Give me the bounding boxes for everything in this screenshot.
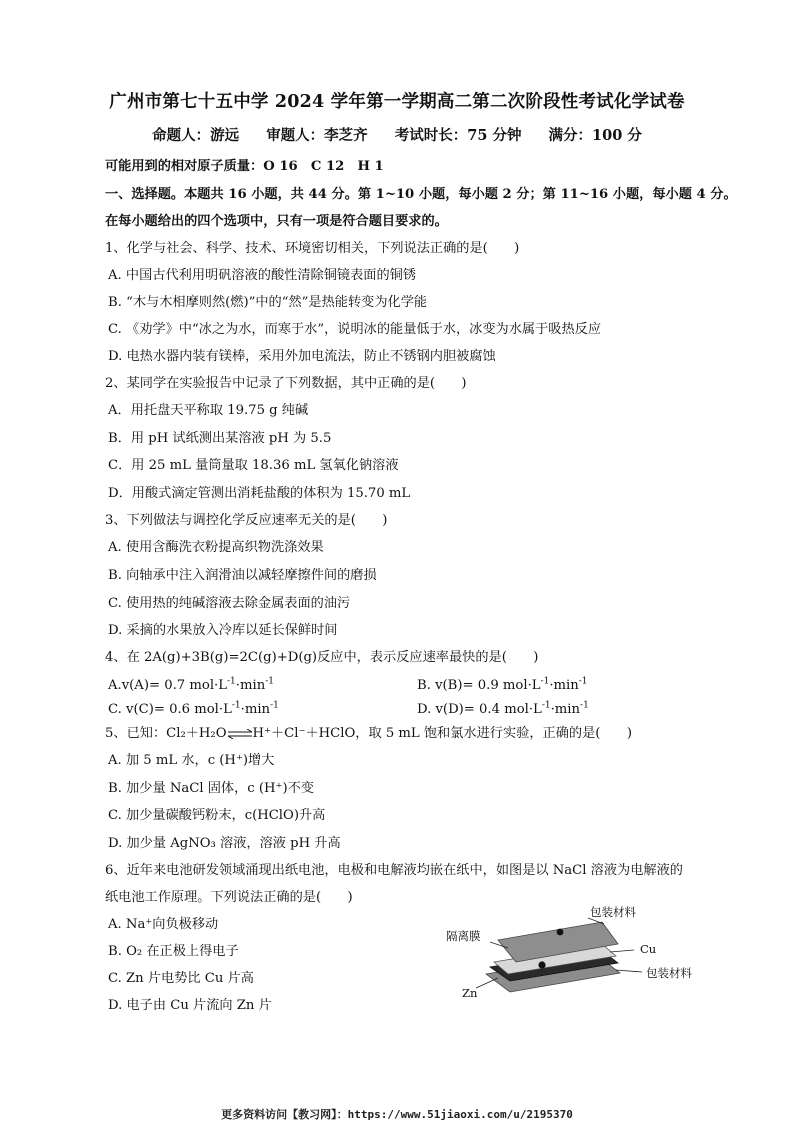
q4-b-sup-l: -1	[540, 676, 550, 687]
q4-c-sup-min: -1	[270, 700, 279, 711]
q4-d-mid: ·min	[550, 702, 581, 717]
question-4-option-a	[108, 676, 274, 696]
q5-stem-post: H⁺＋Cl⁻＋HClO，取 5 mL 饱和氯水进行实验，正确的是( )	[252, 726, 632, 741]
question-6-option-d: D. 电子由 Cu 片流向 Zn 片	[108, 998, 272, 1013]
question-1-option-b: B. “木与木相摩则然(燃)”中的“然”是热能转变为化学能	[108, 295, 428, 310]
question-2-stem: 2、某同学在实验报告中记录了下列数据，其中正确的是( )	[105, 376, 467, 391]
question-4-option-c	[108, 700, 279, 720]
question-3-option-a: A. 使用含酶洗衣粉提高织物洗涤效果	[108, 540, 324, 555]
reviewer-label: 审题人：李芝齐	[266, 127, 368, 144]
question-1-option-c: C. 《劝学》中“冰之为水，而寒于水”，说明冰的能量低于水，冰变为水属于吸热反应	[108, 322, 602, 337]
label-separator: 隔离膜	[446, 929, 481, 943]
label-cu: Cu	[640, 942, 657, 956]
exam-title: 广州市第七十五中学 2024 学年第一学期高二第二次阶段性考试化学试卷	[109, 92, 685, 112]
score-label: 满分：100 分	[548, 127, 642, 144]
q4-a-mid: ·min	[235, 678, 266, 693]
question-3-stem: 3、下列做法与调控化学反应速率无关的是( )	[105, 513, 388, 528]
question-5-option-c: C. 加少量碳酸钙粉末，c(HClO)升高	[108, 808, 326, 823]
exam-meta	[0, 124, 794, 145]
q5-stem-pre: 5、已知：Cl₂＋H₂O	[105, 726, 227, 741]
question-4-stem: 4、在 2A(g)+3B(g)=2C(g)+D(g)反应中，表示反应速率最快的是( )	[105, 650, 539, 665]
section-heading-line1: 一、选择题。本题共 16 小题，共 44 分。第 1~10 小题，每小题 2 分；第 11~16 小题，每小题 4 分。	[105, 187, 737, 202]
question-6-option-c: C. Zn 片电势比 Cu 片高	[108, 971, 254, 986]
q4-c-sup-l: -1	[231, 700, 241, 711]
paper-battery-diagram	[438, 900, 708, 1010]
q4-b-mid: ·min	[549, 678, 579, 693]
q4-c-mid: ·min	[240, 702, 271, 717]
question-2-option-c: C．用 25 mL 量筒量取 18.36 mL 氢氧化钠溶液	[108, 458, 399, 473]
q4-option-a-text: A.v(A)= 0.7 mol·L	[108, 678, 227, 693]
q4-option-c-text: C. v(C)= 0.6 mol·L	[108, 702, 232, 717]
terminal-dot-bottom	[538, 961, 545, 968]
question-3-option-d: D. 采摘的水果放入冷库以延长保鲜时间	[108, 623, 338, 638]
question-1-option-a: A. 中国古代利用明矾溶液的酸性清除铜镜表面的铜锈	[108, 268, 417, 283]
atomic-mass-note: 可能用到的相对原子质量：O 16 C 12 H 1	[105, 159, 384, 174]
q4-d-sup-min: -1	[580, 700, 589, 711]
question-2-option-b: B．用 pH 试纸测出某溶液 pH 为 5.5	[108, 431, 332, 446]
question-4-option-b	[417, 676, 588, 696]
question-5-option-a: A. 加 5 mL 水，c (H⁺)增大	[108, 753, 275, 768]
q4-b-sup-min: -1	[578, 676, 588, 687]
question-5-option-b: B. 加少量 NaCl 固体，c (H⁺)不变	[108, 781, 314, 796]
q4-a-sup-l: -1	[227, 676, 236, 687]
question-3-option-c: C. 使用热的纯碱溶液去除金属表面的油污	[108, 596, 351, 611]
question-4-option-d	[417, 700, 589, 720]
question-6-stem-line1: 6、近年来电池研发领域涌现出纸电池，电极和电解液均嵌在纸中，如图是以 NaCl 溶液为电解液的	[105, 863, 683, 878]
equilibrium-arrow-icon	[227, 729, 253, 739]
terminal-dot-top	[557, 929, 564, 936]
q4-a-sup-min: -1	[265, 676, 274, 687]
footer-link[interactable]: 更多资料访问【教习网】：https://www.51jiaoxi.com/u/2195370	[221, 1108, 573, 1121]
label-zn: Zn	[462, 986, 478, 1000]
label-packaging-top: 包装材料	[590, 905, 636, 919]
q4-d-sup-l: -1	[541, 700, 551, 711]
question-3-option-b: B. 向轴承中注入润滑油以减轻摩擦件间的磨损	[108, 568, 377, 583]
question-5-stem	[105, 724, 632, 744]
label-packaging-bottom: 包装材料	[646, 966, 692, 980]
q4-option-d-text: D. v(D)= 0.4 mol·L	[417, 702, 542, 717]
question-6-option-b: B. O₂ 在正极上得电子	[108, 944, 239, 959]
author-label: 命题人：游远	[152, 127, 240, 144]
question-2-option-a: A．用托盘天平称取 19.75 g 纯碱	[108, 403, 309, 418]
question-6-option-a: A. Na⁺向负极移动	[108, 917, 219, 932]
question-1-option-d: D. 电热水器内装有镁棒，采用外加电流法，防止不锈钢内胆被腐蚀	[108, 349, 496, 364]
question-5-option-d: D. 加少量 AgNO₃ 溶液，溶液 pH 升高	[108, 836, 341, 851]
question-1-stem: 1、化学与社会、科学、技术、环境密切相关，下列说法正确的是( )	[105, 241, 520, 256]
duration-label: 考试时长：75 分钟	[394, 127, 522, 144]
section-heading-line2: 在每小题给出的四个选项中，只有一项是符合题目要求的。	[105, 214, 448, 229]
question-6-stem-line2: 纸电池工作原理。下列说法正确的是( )	[105, 890, 353, 905]
q4-option-b-text: B. v(B)= 0.9 mol·L	[417, 678, 541, 693]
question-2-option-d: D．用酸式滴定管测出消耗盐酸的体积为 15.70 mL	[108, 486, 411, 501]
